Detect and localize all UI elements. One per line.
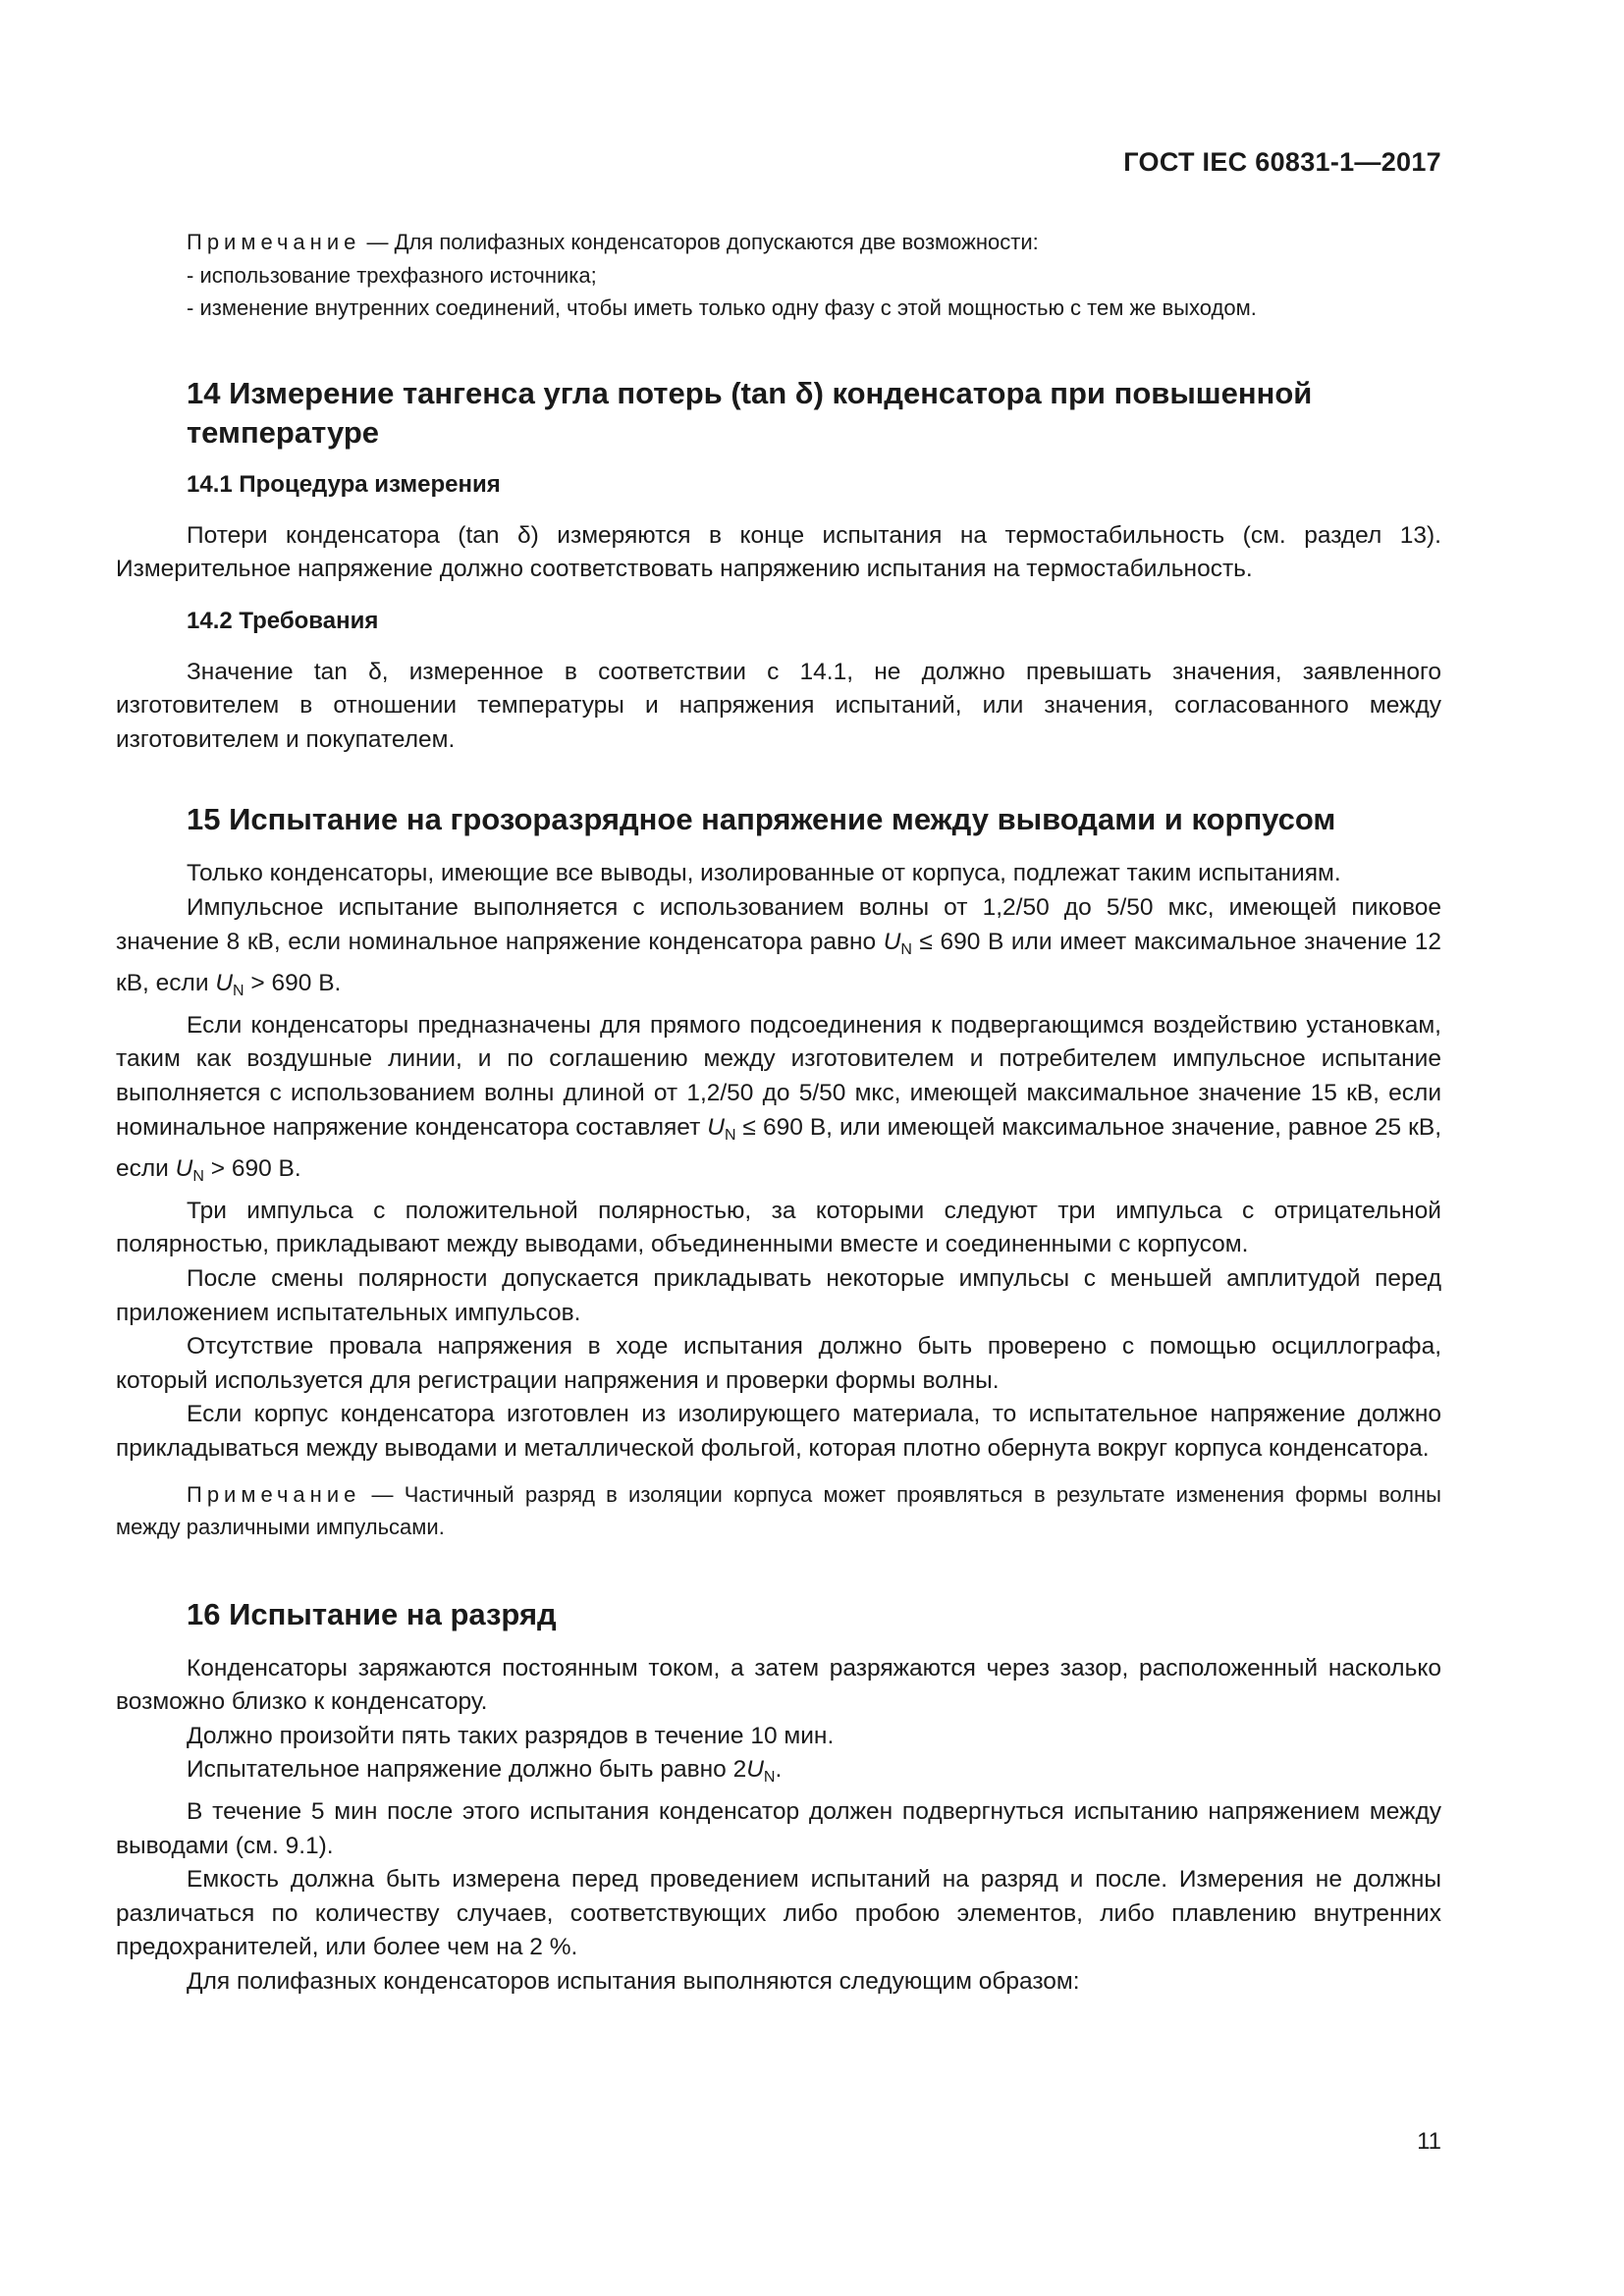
note-block (116, 226, 1441, 259)
note-text: — Частичный разряд в изоляции корпуса может проявляться в результате изменения формы волны между различными импульсами. (116, 1481, 1441, 1540)
note-item: - использование трехфазного источника; (187, 262, 597, 288)
subsection-14-1-title: 14.1 Процедура измерения (187, 470, 501, 498)
subsection-14-2-title: 14.2 Требования (187, 607, 379, 634)
paragraph-impulse-test: Импульсное испытание выполняется с использованием волны от 1,2/50 до 5/50 мкс, имеющей пиковое значение 8 кВ, если номинальное напряжение конденсатора равно $U_N \le 690$ В или имеет максимальное значение 12 кВ, если $U_N > 690$ В. (116, 894, 1441, 1000)
document-page (116, 0, 1441, 2296)
paragraph: Конденсаторы заряжаются постоянным током, а затем разряжаются через зазор, расположенный насколько возможно близко к конденсатору. (116, 1654, 1441, 1716)
paragraph: Значение tan δ, измеренное в соответствии с 14.1, не должно превышать значения, заявленного изготовителем в отношении температуры и напряжения испытаний, или значения, согласованного между изготовителем и покупателем. (116, 658, 1441, 753)
paragraph: В течение 5 мин после этого испытания конденсатор должен подвергнуться испытанию напряжением между выводами (см. 9.1). (116, 1797, 1441, 1859)
document-body (116, 226, 1441, 2000)
page-number: 11 (1417, 2128, 1441, 2155)
note-label: Примечание (187, 230, 361, 254)
section-15-title: 15 Испытание на грозоразрядное напряжение между выводами и корпусом (187, 802, 1336, 837)
paragraph: После смены полярности допускается прикладывать некоторые импульсы с меньшей амплитудой перед приложением испытательных импульсов. (116, 1265, 1441, 1326)
paragraph: Должно произойти пять таких разрядов в течение 10 мин. (187, 1722, 835, 1749)
section-16-title: 16 Испытание на разряд (187, 1596, 557, 1631)
paragraph: Три импульса с положительной полярностью, за которыми следуют три импульса с отрицательной полярностью, прикладывают между выводами, объединенными вместе и соединенными с корпусом. (116, 1197, 1441, 1258)
note-text: — Для полифазных конденсаторов допускаются две возможности: (360, 230, 1039, 254)
paragraph-test-voltage: Испытательное напряжение должно быть равно $2U_N$. (187, 1756, 783, 1787)
paragraph: Емкость должна быть измерена перед проведением испытаний на разряд и после. Измерения не должны различаться по количеству случаев, соответствующих либо пробою элементов, либо плавлению внутренних предохранителей, или более чем на 2 %. (116, 1866, 1441, 1961)
note-first-line (187, 226, 1441, 259)
paragraph: Только конденсаторы, имеющие все выводы, изолированные от корпуса, подлежат таким испытаниям. (187, 860, 1341, 887)
note-block (116, 1478, 1441, 1544)
paragraph: Если корпус конденсатора изготовлен из изолирующего материала, то испытательное напряжение должно прикладываться между выводами и металлической фольгой, которая плотно обернута вокруг корпуса конденсатора. (116, 1401, 1441, 1462)
section-14-title: 14 Измерение тангенса угла потерь (tan δ) конденсатора при повышенной температуре (187, 375, 1313, 450)
document-id-header: ГОСТ IEC 60831-1—2017 (1123, 147, 1441, 177)
note-label: Примечание (187, 1481, 361, 1507)
paragraph: Отсутствие провала напряжения в ходе испытания должно быть проверено с помощью осциллографа, который используется для регистрации напряжения и проверки формы волны. (116, 1333, 1441, 1394)
paragraph: Потери конденсатора (tan δ) измеряются в конце испытания на термостабильность (см. раздел 13). Измерительное напряжение должно соответствовать напряжению испытания на термостабильность. (116, 521, 1441, 583)
paragraph-direct-connection: Если конденсаторы предназначены для прямого подсоединения к подвергающимся воздействию установкам, таким как воздушные линии, и по соглашению между изготовителем и потребителем импульсное испытание выполняется с использованием волны длиной от 1,2/50 до 5/50 мкс, имеющей максимальное значение 15 кВ, если номинальное напряжение конденсатора составляет $U_N \le 690$ В, или имеющей максимальное значение, равное 25 кВ, если $U_N > 690$ В. (116, 1011, 1442, 1186)
note-item: - изменение внутренних соединений, чтобы иметь только одну фазу с этой мощностью с тем же выходом. (187, 295, 1257, 320)
note-item-list (116, 259, 1441, 325)
paragraph: Для полифазных конденсаторов испытания выполняются следующим образом: (187, 1967, 1080, 1995)
